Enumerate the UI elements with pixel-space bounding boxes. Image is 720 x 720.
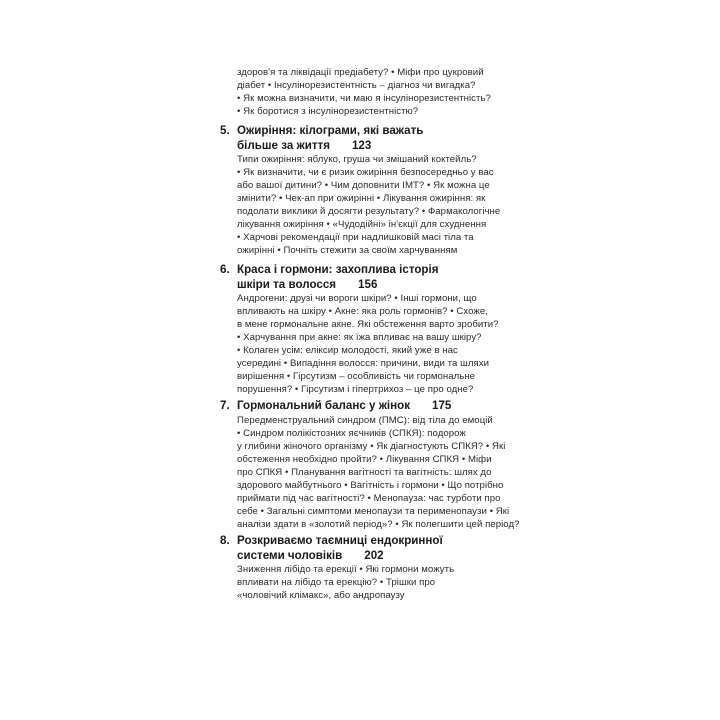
chapter-title: Краса і гормони: захоплива історія	[237, 263, 439, 276]
chapter-page-number: 175	[432, 399, 452, 412]
toc-text-line: змінити? • Чек-ап при ожирінні • Лікування ожиріння: як	[237, 193, 486, 204]
chapter-title: Ожиріння: кілограми, які важать	[237, 124, 424, 137]
toc-text-line: порушення? • Гірсутизм і гіпертрихоз – це про одне?	[237, 384, 474, 395]
toc-text-line: себе • Загальні симптоми менопаузи та перименопаузи • Які	[237, 506, 510, 517]
toc-text-line: подолати виклики й досягти результату? • Фармакологічне	[237, 206, 501, 217]
toc-text-line: «чоловічий клімакс», або андропаузу	[237, 590, 405, 601]
toc-text-line: Зниження лібідо та ерекції • Які гормони можуть	[237, 564, 455, 575]
chapter-number: 7.	[220, 399, 230, 412]
toc-text-line: • Харчування при акне: як їжа впливає на вашу шкіру?	[237, 332, 482, 343]
chapter-title-line2: шкіри та волосся 156	[237, 278, 378, 291]
toc-text-line: усередині • Випадіння волосся: причини, види та шляхи	[237, 358, 490, 369]
toc-text-line: діабет • Інсулінорезистентність – діагноз чи вигадка?	[237, 80, 476, 91]
toc-text-line: про СПКЯ • Планування вагітності та вагітність: шлях до	[237, 467, 492, 478]
toc-text-line: приймати під час вагітності? • Менопауза: час турботи про	[237, 493, 501, 504]
toc-text-line: в мене гормональне акне. Які обстеження варто зробити?	[237, 319, 499, 330]
chapter-title-line2: системи чоловіків 202	[237, 549, 384, 562]
toc-text-line: або вашої дитини? • Чим доповнити ІМТ? • Як можна це	[237, 180, 490, 191]
toc-text-line: здоров'я та ліквідації предіабету? • Міфи про цукровий	[237, 67, 484, 78]
toc-text-line: лікування ожиріння • «Чудодійні» ін'єкції для схуднення	[237, 219, 487, 230]
toc-text-line: • Колаген усім: еліксир молодості, який уже в нас	[237, 345, 458, 356]
toc-text-line: здорового майбутнього • Вагітність і гормони • Що потрібно	[237, 480, 504, 491]
toc-text-line: у глибини жіночого організму • Як діагностують СПКЯ? • Які	[237, 441, 506, 452]
toc-text-line: • Як визначити, чи є ризик ожиріння безпосередньо у вас	[237, 167, 494, 178]
chapter-title: Розкриваємо таємниці ендокринної	[237, 534, 443, 547]
toc-text-line: впливають на шкіру • Акне: яка роль гормонів? • Схоже,	[237, 306, 488, 317]
toc-text-line: аналізи здати в «золотий період»? • Як полегшити цей період?	[237, 519, 520, 530]
toc-text-line: впливати на лібідо та ерекцію? • Трішки про	[237, 577, 436, 588]
toc-text-line: • Харчові рекомендації при надлишковій масі тіла та	[237, 232, 474, 243]
chapter-page-number: 156	[358, 278, 378, 291]
chapter-number: 5.	[220, 124, 230, 137]
toc-text-line: Типи ожиріння: яблуко, груша чи змішаний коктейль?	[237, 154, 477, 165]
toc-text-line: Передменструальний синдром (ПМС): від тіла до емоцій	[237, 415, 493, 426]
chapter-number: 8.	[220, 534, 230, 547]
toc-text-line: • Як можна визначити, чи маю я інсулінорезистентність?	[237, 93, 491, 104]
toc-text-line: обстеження необхідно пройти? • Лікування СПКЯ • Міфи	[237, 454, 492, 465]
chapter-page-number: 202	[364, 549, 384, 562]
chapter-page-number: 123	[351, 139, 372, 152]
toc-text-line: ожирінні • Почніть стежити за своїм харчуванням	[237, 245, 458, 256]
toc-text-line: Андрогени: друзі чи вороги шкіри? • Інші гормони, що	[237, 293, 477, 304]
chapter-title: Гормональний баланс у жінок 175	[237, 399, 452, 412]
toc-text-line: • Синдром полікістозних яєчників (СПКЯ): подорож	[237, 428, 466, 439]
toc-text-line: • Як боротися з інсулінорезистентністю?	[237, 106, 419, 117]
toc-text-line: вирішення • Гірсутизм – особливість чи гормональне	[237, 371, 476, 382]
chapter-number: 6.	[220, 263, 230, 276]
chapter-title-line2: більше за життя 123	[237, 139, 372, 152]
